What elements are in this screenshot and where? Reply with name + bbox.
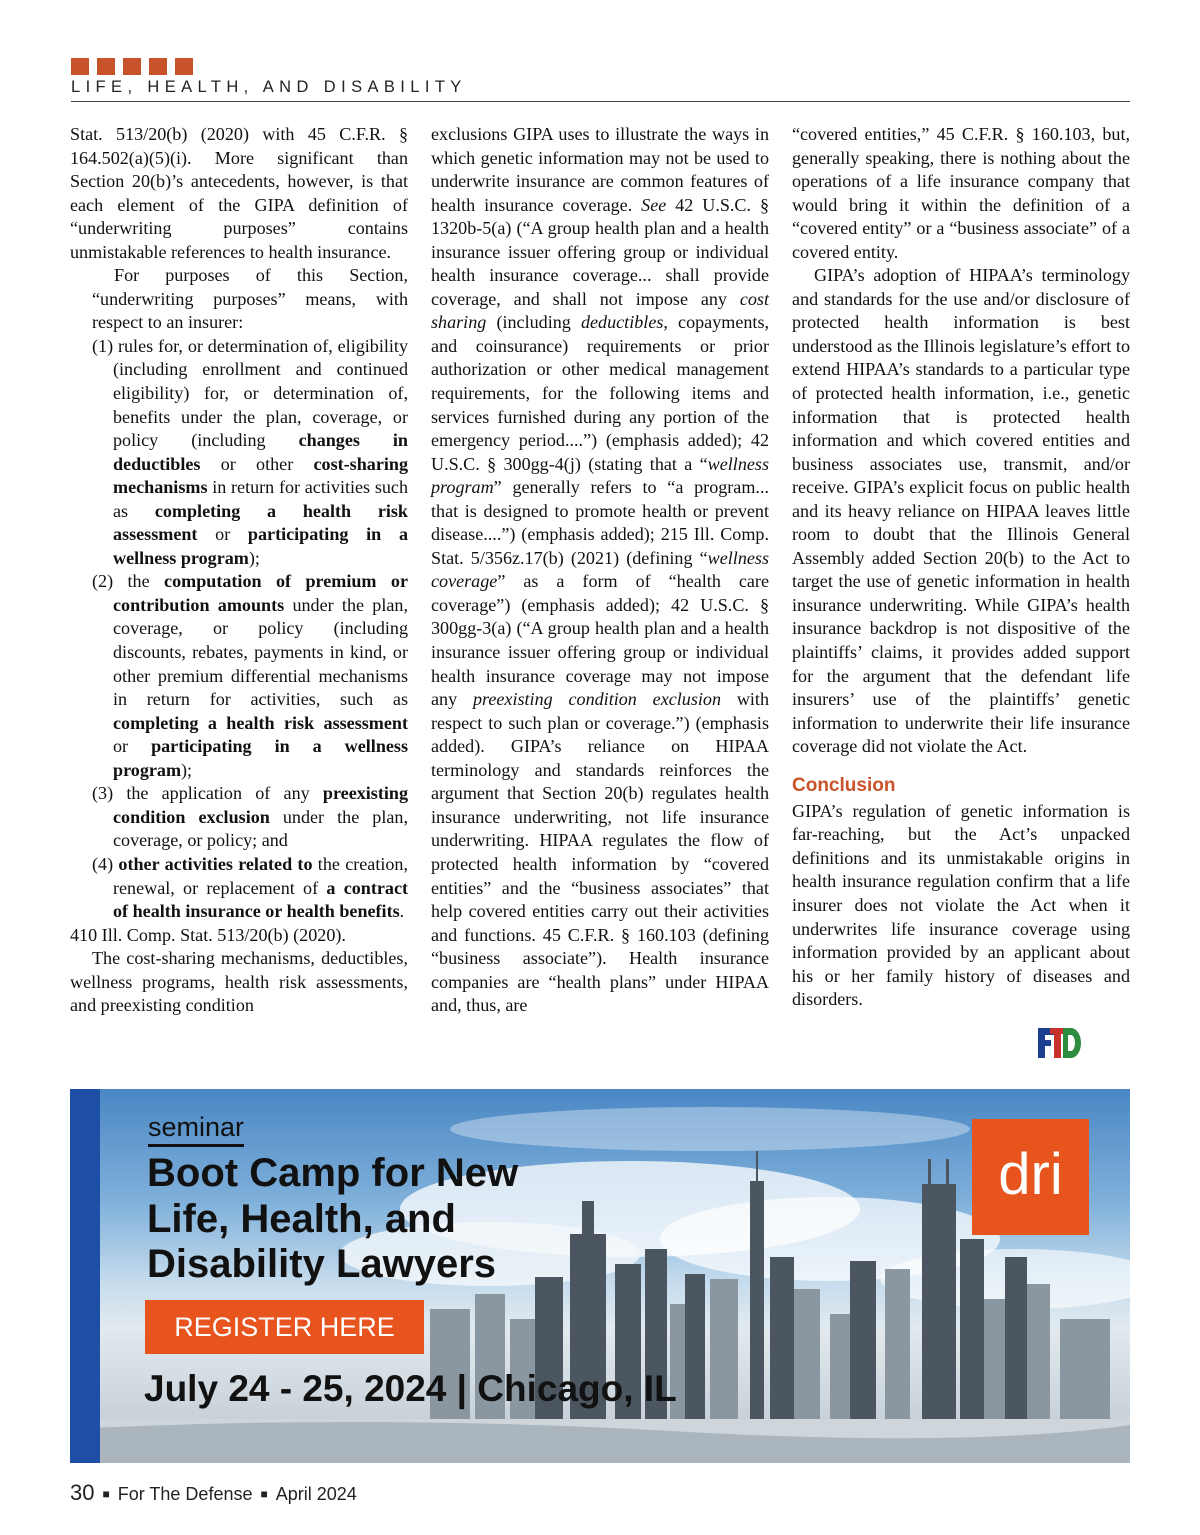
conclusion-heading: Conclusion — [792, 774, 896, 796]
ad-category-label: seminar — [148, 1111, 244, 1147]
quote-item-3: (3) the application of any preexisting condition exclusion under the plan, coverage, or policy; and — [92, 783, 408, 851]
quote-intro: For purposes of this Section, “underwriting purposes” means, with respect to an insurer: — [92, 265, 408, 333]
paragraph: The cost-sharing mechanisms, deductibles, wellness programs, health risk assessments, and preexisting condition — [70, 948, 408, 1016]
article-column-2 — [431, 123, 769, 1018]
page-footer — [70, 1482, 357, 1505]
header-square — [123, 58, 141, 75]
issue-date: April 2024 — [275, 1484, 357, 1504]
quote-item-2: (2) the computation of premium or contribution amounts under the plan, coverage, or policy (including discounts, rebates, payments in kind, or other premium differential mechanisms in return for activities, such as completing a health risk assessment or participating in a wellness program); — [92, 571, 408, 780]
register-button[interactable]: REGISTER HERE — [145, 1300, 424, 1354]
footer-separator-icon: ■ — [260, 1487, 268, 1501]
header-square — [175, 58, 193, 75]
header-squares — [71, 58, 193, 75]
article-column-1 — [70, 123, 408, 1018]
ftd-logo-icon — [1036, 1026, 1082, 1060]
footer-separator-icon: ■ — [102, 1487, 110, 1501]
ad-accent-bar — [70, 1089, 100, 1463]
quote-item-1: (1) rules for, or determination of, eligibility (including enrollment and continued eligibility) for, or determination of, benefits under the plan, coverage, or policy (including changes in deductibles or other cost-sharing mechanisms in return for activities such as completing a health risk assessment or participating in a wellness program); — [92, 335, 408, 568]
header-rule — [71, 101, 1130, 102]
paragraph: “covered entities,” 45 C.F.R. § 160.103, but, generally speaking, there is nothing about the operations of a life insurance company that would bring it within the definition of a “covered entity” or a “business associate” of a covered entity. — [792, 124, 1130, 262]
paragraph: GIPA’s regulation of genetic information is far-reaching, but the Act’s unpacked definitions and its unmistakable origins in health insurance regulation confirm that a life insurer does not violate the Act when it underwrites life insurance coverage using information provided by an applicant about his or her family history of diseases and disorders. — [792, 800, 1130, 1010]
ad-event-date: July 24 - 25, 2024 | Chicago, IL — [144, 1368, 677, 1409]
article-column-3 — [792, 123, 1130, 1012]
publication-name: For The Defense — [117, 1484, 253, 1504]
quote-citation: 410 Ill. Comp. Stat. 513/20(b) (2020). — [70, 924, 346, 945]
block-quote — [92, 264, 408, 923]
section-label: LIFE, HEALTH, AND DISABILITY — [71, 78, 467, 96]
page-number: 30 — [70, 1480, 95, 1505]
header-square — [71, 58, 89, 75]
quote-item-4: (4) other activities related to the creation, renewal, or replacement of a contract of health insurance or health benefits. — [92, 853, 409, 922]
dri-logo: dri — [972, 1119, 1089, 1235]
header-square — [149, 58, 167, 75]
paragraph: GIPA’s adoption of HIPAA’s terminology and standards for the use and/or disclosure of protected health information is best understood as the Illinois legislature’s effort to extend HIPAA’s standards to a particular type of protected health information, i.e., genetic information that is protected health information and which covered entities and business associates use, transmit, and/or receive. GIPA’s explicit focus on public health and its heavy reliance on HIPAA leaves little room to doubt that the Illinois General Assembly added Section 20(b) to the Act to target the use of genetic information in health insurance underwriting. While GIPA’s health insurance backdrop is not dispositive of the plaintiffs’ claims, it provides added support for the argument that the defendant life insurers’ use of the plaintiffs’ genetic information to underwrite their life insurance coverage did not violate the Act. — [792, 265, 1130, 757]
header-square — [97, 58, 115, 75]
ad-title: Boot Camp for New Life, Health, and Disability Lawyers — [147, 1151, 519, 1286]
seminar-ad-banner[interactable] — [70, 1089, 1130, 1463]
paragraph: exclusions GIPA uses to illustrate the ways in which genetic information may not be used to underwrite insurance are common features of health insurance coverage. See 42 U.S.C. § 1320b-5(a) (“A group health plan and a health insurance issuer offering group or individual health insurance coverage... shall provide coverage, and shall not impose any cost sharing (including deductibles, copayments, and coinsurance) requirements or prior authorization or other medical management requirements, for the following items and services furnished during any portion of the emergency period....”) (emphasis added); 42 U.S.C. § 300gg-4(j) (stating that a “wellness program” generally refers to “a program... that is designed to promote health or prevent disease....”) (emphasis added); 215 Ill. Comp. Stat. 5/356z.17(b) (2021) (defining “wellness coverage” as a form of “health care coverage”) (emphasis added); 42 U.S.C. § 300gg-3(a) (“A group health plan and a health insurance issuer offering group or individual health insurance coverage may not impose any preexisting condition exclusion with respect to such plan or coverage.”) (emphasis added). GIPA’s reliance on HIPAA terminology and standards reinforces the argument that Section 20(b) regulates health insurance underwriting, not life insurance underwriting. HIPAA regulates the flow of protected health information by “covered entities” and the “business associates” that help covered entities carry out their activities and functions. 45 C.F.R. § 160.103 (defining “business associate”). Health insurance companies are “health plans” under HIPAA and, thus, are — [431, 124, 770, 1016]
paragraph: Stat. 513/20(b) (2020) with 45 C.F.R. § 164.502(a)(5)(i). More significant than Section 20(b)’s antecedents, however, is that each element of the GIPA definition of “underwriting purposes” contains unmistakable references to health insurance. — [70, 124, 408, 262]
